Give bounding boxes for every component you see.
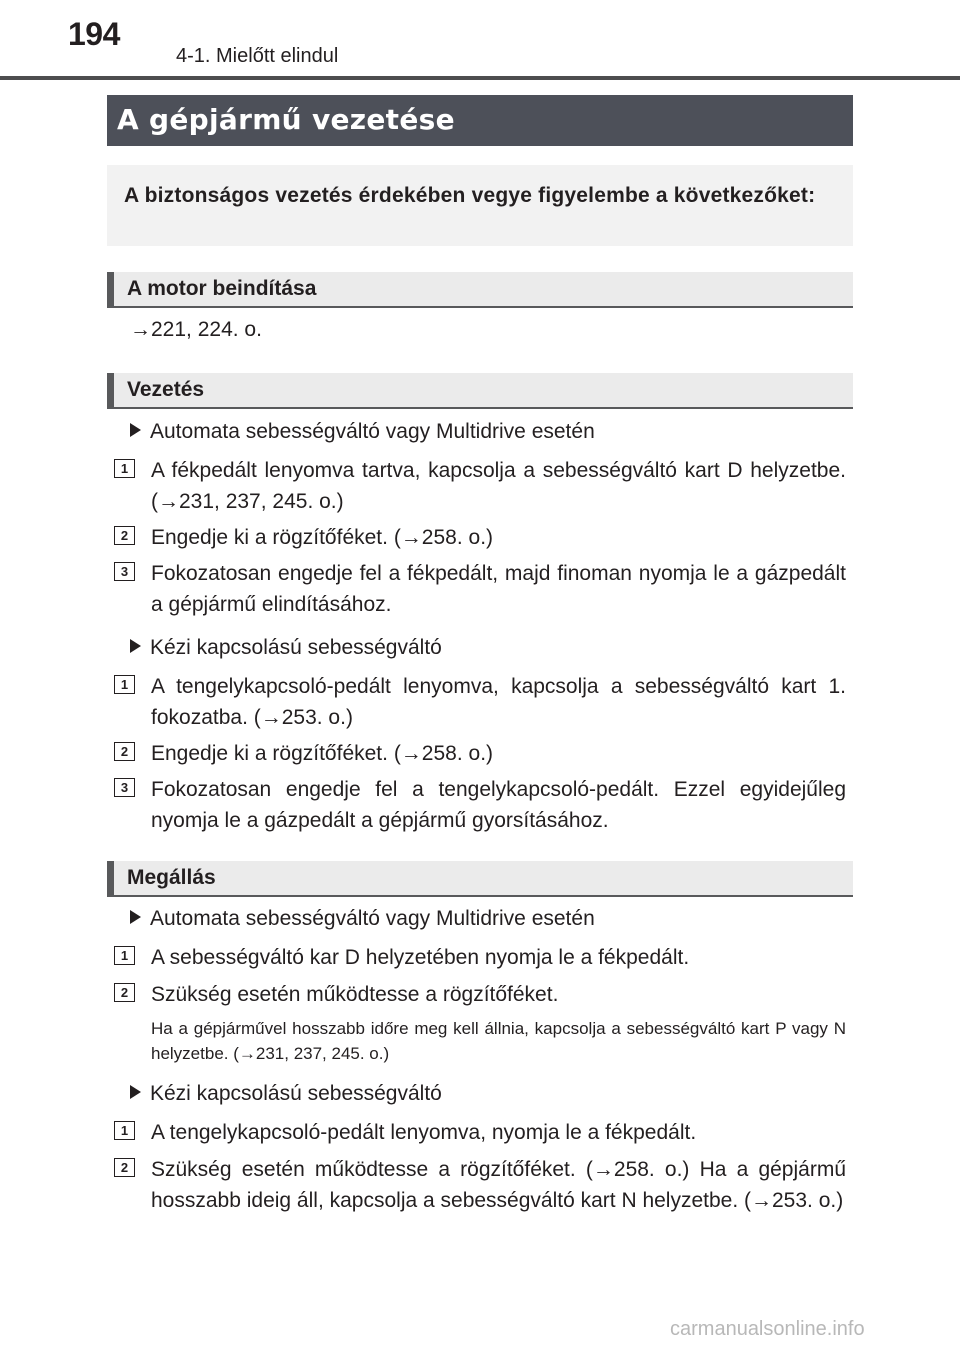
page-title-bar bbox=[107, 95, 853, 146]
step-number: 1 bbox=[114, 459, 135, 478]
triangle-bullet-icon bbox=[130, 910, 141, 924]
bullet-label: Kézi kapcsolású sebességváltó bbox=[150, 1082, 442, 1105]
step-text: Engedje ki a rögzítőféket. (→258. o.) bbox=[151, 526, 494, 549]
bullet-manual-driving bbox=[130, 636, 442, 660]
section-breadcrumb: 4-1. Mielőtt elindul bbox=[176, 45, 339, 67]
step-text: A tengelykapcsoló-pedált lenyomva, kapcsolja a sebességváltó kart 1. fokozatba. (→253. o.) bbox=[151, 675, 846, 729]
header-divider bbox=[0, 76, 960, 80]
bullet-label: Automata sebességváltó vagy Multidrive esetén bbox=[150, 907, 595, 930]
step-number: 1 bbox=[114, 1121, 135, 1140]
step-text: Fokozatosan engedje fel a tengelykapcsoló-pedált. Ezzel egyidejűleg nyomja le a gázpedált a gépjármű gyorsításához. bbox=[151, 778, 846, 832]
heading-label: Megállás bbox=[127, 866, 216, 889]
triangle-bullet-icon bbox=[130, 639, 141, 653]
bullet-label: Automata sebességváltó vagy Multidrive esetén bbox=[150, 420, 595, 443]
step-number: 2 bbox=[114, 526, 135, 545]
heading-marker bbox=[107, 373, 114, 407]
step-number: 1 bbox=[114, 675, 135, 694]
watermark: carmanualsonline.info bbox=[670, 1318, 865, 1340]
bullet-label: Kézi kapcsolású sebességváltó bbox=[150, 636, 442, 659]
step-text: Szükség esetén működtesse a rögzítőféket. bbox=[151, 983, 559, 1006]
step-number: 2 bbox=[114, 742, 135, 761]
triangle-bullet-icon bbox=[130, 423, 141, 437]
step-number: 1 bbox=[114, 946, 135, 965]
step-number: 3 bbox=[114, 562, 135, 581]
heading-stopping bbox=[107, 861, 853, 897]
step-number: 2 bbox=[114, 983, 135, 1002]
step-text: Fokozatosan engedje fel a fékpedált, majd finoman nyomja le a gázpedált a gépjármű elindításához. bbox=[151, 562, 846, 616]
heading-label: A motor beindítása bbox=[127, 277, 317, 300]
step-number: 3 bbox=[114, 778, 135, 797]
stopping-note: Ha a gépjárművel hosszabb időre meg kell állnia, kapcsolja a sebességváltó kart P vagy N helyzetbe. (→231, 237, 245. o.) bbox=[151, 1019, 846, 1063]
step-text: A fékpedált lenyomva tartva, kapcsolja a sebességváltó kart D helyzetbe. (→231, 237, 245. o.) bbox=[151, 459, 846, 513]
step-text: A tengelykapcsoló-pedált lenyomva, nyomja le a fékpedált. bbox=[151, 1121, 697, 1144]
step-text: Engedje ki a rögzítőféket. (→258. o.) bbox=[151, 742, 494, 765]
step-text: A sebességváltó kar D helyzetében nyomja le a fékpedált. bbox=[151, 946, 690, 969]
bullet-manual-stopping bbox=[130, 1082, 442, 1106]
engine-start-reference: →221, 224. o. bbox=[130, 318, 262, 341]
step-number: 2 bbox=[114, 1158, 135, 1177]
heading-marker bbox=[107, 861, 114, 895]
page-title: A gépjármű vezetése bbox=[117, 103, 455, 136]
page-header bbox=[0, 0, 960, 80]
heading-marker bbox=[107, 272, 114, 306]
heading-engine-start bbox=[107, 272, 853, 308]
heading-label: Vezetés bbox=[127, 378, 205, 401]
bullet-automatic-driving bbox=[130, 420, 595, 444]
heading-driving bbox=[107, 373, 853, 409]
step-text: Szükség esetén működtesse a rögzítőféket. (→258. o.) Ha a gépjármű hosszabb ideig áll, kapcsolja a sebességváltó kart N helyzetbe. (→253. o.) bbox=[151, 1158, 846, 1212]
intro-text: A biztonságos vezetés érdekében vegye figyelembe a következőket: bbox=[124, 184, 816, 207]
page-number: 194 bbox=[68, 16, 120, 52]
bullet-automatic-stopping bbox=[130, 907, 595, 931]
triangle-bullet-icon bbox=[130, 1085, 141, 1099]
intro-box bbox=[107, 165, 853, 246]
